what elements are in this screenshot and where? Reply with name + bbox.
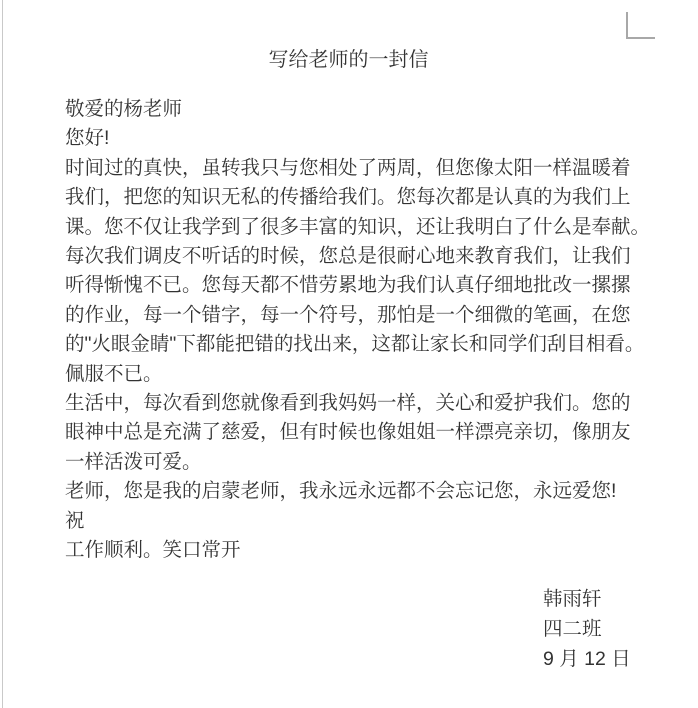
signature-class: 四二班 <box>543 618 602 640</box>
page-edge-line <box>2 0 3 708</box>
letter-line: 眼神中总是充满了慈爱，但有时候也像姐姐一样漂亮亲切，像朋友 <box>65 421 631 444</box>
signature-block <box>543 584 631 674</box>
letter-line: 课。您不仅让我学到了很多丰富的知识，还让我明白了什么是奉献。 <box>65 215 651 238</box>
letter-body <box>65 95 650 566</box>
letter-title: 写给老师的一封信 <box>268 49 429 71</box>
letter-line: 的作业，每一个错字，每一个符号，那怕是一个细微的笔画，在您 <box>65 303 631 326</box>
letter-line: 工作顺利。笑口常开 <box>65 539 241 562</box>
letter-line: 生活中，每次看到您就像看到我妈妈一样，关心和爱护我们。您的 <box>65 392 631 415</box>
signature-name: 韩雨轩 <box>543 588 602 610</box>
letter-line: 一样活泼可爱。 <box>65 450 202 473</box>
letter-line: 每次我们调皮不听话的时候，您总是很耐心地来教育我们，让我们 <box>65 245 631 268</box>
letter-line: 的"火眼金睛"下都能把错的找出来，这都让家长和同学们刮目相看。 <box>65 333 645 356</box>
letter-line: 您好! <box>65 127 110 150</box>
text-boundary-corner-mark <box>626 12 655 39</box>
letter-line: 祝 <box>65 509 85 532</box>
letter-line: 听得惭愧不已。您每天都不惜劳累地为我们认真仔细地批改一摞摞 <box>65 274 631 297</box>
letter-line: 时间过的真快，虽转我只与您相处了两周，但您像太阳一样温暖着 <box>65 156 631 179</box>
letter-line: 敬爱的杨老师 <box>65 98 183 120</box>
letter-line: 我们，把您的知识无私的传播给我们。您每次都是认真的为我们上 <box>65 186 631 209</box>
letter-line: 老师，您是我的启蒙老师，我永远永远都不会忘记您，永远爱您! <box>65 480 617 503</box>
letter-line: 佩服不已。 <box>65 362 163 385</box>
signature-date: 9 月 12 日 <box>543 648 631 670</box>
